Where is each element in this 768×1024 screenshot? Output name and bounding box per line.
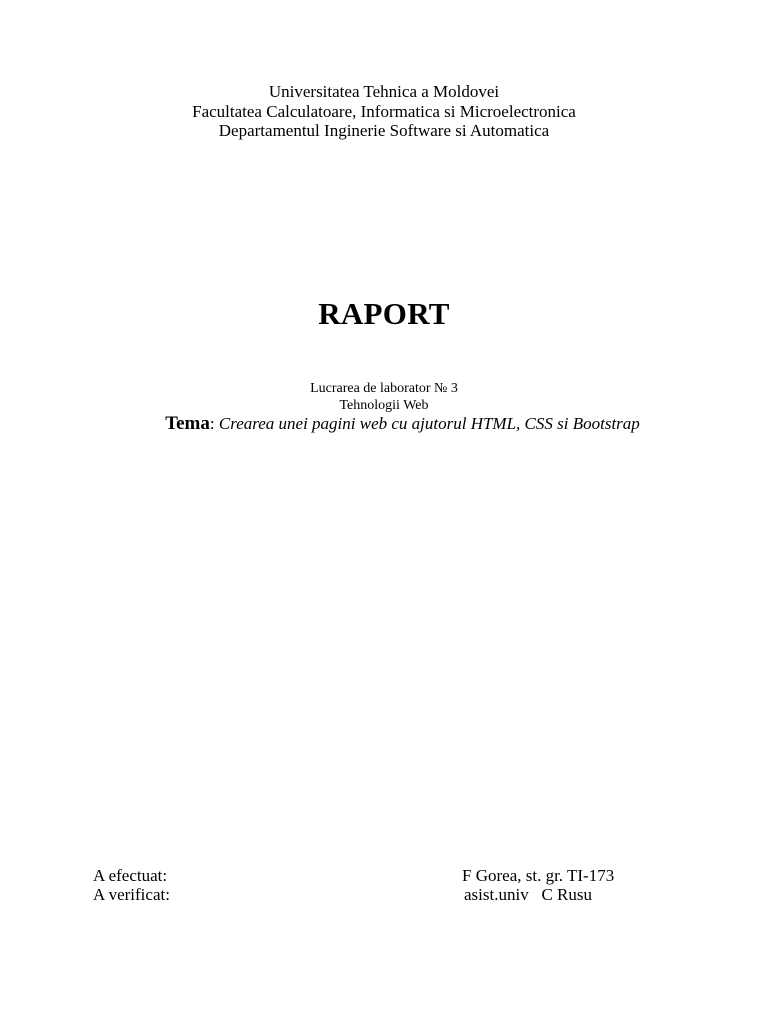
report-title: RAPORT	[318, 296, 450, 331]
verified-by-row	[93, 885, 653, 965]
topic-separator: :	[209, 414, 219, 433]
lab-work-number: Lucrarea de laborator № 3	[310, 381, 458, 396]
topic-line	[0, 413, 768, 435]
department-name: Departamentul Inginerie Software si Automatica	[218, 121, 550, 140]
university-name: Universitatea Tehnica a Moldovei	[268, 82, 500, 101]
verified-by-label: A verificat:	[93, 885, 170, 904]
topic-label: Tema	[165, 413, 210, 434]
course-subject: Tehnologii Web	[339, 398, 429, 413]
performed-by-label: A efectuat:	[93, 866, 168, 885]
performed-by-value: F Gorea, st. gr. TI-173	[462, 866, 615, 885]
verified-by-value: asist.univ C Rusu	[464, 885, 592, 904]
faculty-name: Facultatea Calculatoare, Informatica si Microelectronica	[192, 102, 576, 121]
topic-text: Crearea unei pagini web cu ajutorul HTML, CSS si Bootstrap	[218, 414, 640, 433]
